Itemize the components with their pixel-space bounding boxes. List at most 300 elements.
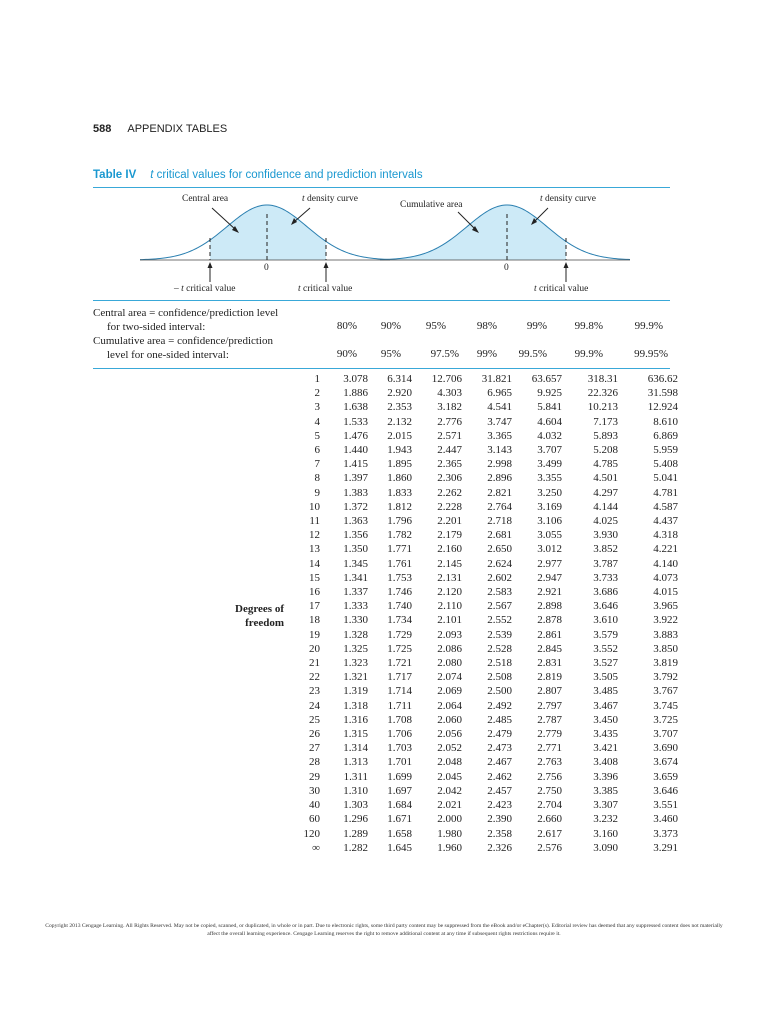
critical-value-cell: 3.819 — [653, 657, 678, 670]
df-cell: 1 — [314, 373, 320, 385]
critical-value-cell: 2.500 — [487, 685, 512, 698]
df-cell: 19 — [309, 628, 320, 641]
critical-value-cell: 2.473 — [487, 742, 512, 755]
critical-value-cell: 1.316 — [343, 713, 368, 726]
table-row — [290, 684, 678, 698]
critical-value-cell: 3.435 — [593, 728, 618, 741]
positive-critical-value-label — [298, 284, 352, 294]
table-row — [290, 400, 678, 414]
critical-value-cell: 636.62 — [647, 373, 678, 385]
negative-critical-value-label — [174, 284, 235, 294]
cumulative-area-header-line2: level for one-sided interval: — [107, 349, 229, 361]
df-cell: 3 — [314, 401, 320, 414]
critical-value-cell: 1.658 — [387, 827, 412, 840]
critical-value-cell: 3.646 — [593, 600, 618, 613]
critical-value-cell: 2.528 — [487, 642, 512, 655]
critical-value-cell: 63.657 — [531, 373, 562, 385]
critical-value-cell: 2.750 — [537, 784, 562, 797]
df-cell: 28 — [309, 756, 320, 769]
zero-label: 0 — [264, 263, 269, 273]
critical-value-cell: 22.326 — [587, 387, 618, 400]
table-row — [290, 514, 678, 528]
table-row — [290, 642, 678, 656]
table-title-t: t — [150, 169, 154, 181]
figure-cumulative-area — [380, 192, 630, 292]
title-rule — [93, 187, 670, 188]
critical-value-cell: 1.721 — [387, 657, 412, 670]
critical-value-cell: 2.467 — [487, 756, 512, 769]
table-row — [290, 429, 678, 443]
critical-value-cell: 5.408 — [653, 458, 678, 471]
df-cell: 14 — [309, 557, 320, 570]
central-density-curve — [140, 192, 390, 292]
critical-value-cell: 2.998 — [487, 458, 512, 471]
critical-value-cell: 1.303 — [343, 799, 368, 812]
critical-value-cell: 3.767 — [653, 685, 678, 698]
value-arrowhead — [564, 262, 569, 268]
central-area-header-line2: for two-sided interval: — [107, 321, 206, 333]
critical-value-cell: 1.341 — [343, 571, 368, 584]
pos-critical-t: t — [298, 284, 301, 294]
critical-value-cell: 3.579 — [593, 628, 618, 641]
critical-value-cell: 2.045 — [437, 770, 462, 783]
critical-value-cell: 4.501 — [593, 472, 618, 485]
critical-value-cell: 1.812 — [387, 500, 412, 513]
critical-value-cell: 2.074 — [437, 671, 462, 684]
critical-value-cell: 2.365 — [437, 458, 462, 471]
critical-value-cell: 1.645 — [387, 841, 412, 854]
critical-value-cell: 3.307 — [593, 799, 618, 812]
df-cell: 17 — [309, 600, 320, 613]
figure-rule — [93, 300, 670, 301]
right-value-arrowhead — [324, 262, 329, 268]
critical-value-cell: 1.321 — [343, 671, 368, 684]
central-level: 95% — [425, 320, 446, 332]
critical-value-cell: 12.706 — [431, 373, 462, 385]
curve-label-t: t — [540, 194, 543, 204]
table-row — [290, 613, 678, 627]
critical-value-cell: 1.289 — [343, 827, 368, 840]
critical-value-cell: 2.779 — [537, 728, 562, 741]
critical-value-cell: 2.518 — [487, 657, 512, 670]
critical-value-cell: 6.965 — [487, 387, 512, 400]
area-pointer — [212, 208, 236, 230]
df-cell: ∞ — [312, 841, 320, 854]
critical-value-cell: 2.485 — [487, 713, 512, 726]
critical-value-cell: 3.883 — [653, 628, 678, 641]
critical-value-cell: 1.310 — [343, 784, 368, 797]
critical-value-cell: 4.073 — [653, 571, 678, 584]
figure-central-area — [140, 192, 390, 292]
critical-value-cell: 1.706 — [387, 728, 412, 741]
df-cell: 16 — [309, 586, 320, 599]
critical-value-cell: 2.358 — [487, 827, 512, 840]
cumulative-level: 90% — [336, 348, 357, 360]
neg-critical-text: critical value — [183, 284, 236, 294]
cumulative-level: 95% — [380, 348, 401, 360]
critical-value-cell: 2.492 — [487, 699, 512, 712]
curve-pointer — [294, 208, 310, 222]
critical-value-cell: 2.807 — [537, 685, 562, 698]
df-cell: 4 — [314, 415, 320, 428]
critical-value-cell: 2.977 — [537, 557, 562, 570]
table-row — [290, 812, 678, 826]
df-cell: 40 — [309, 799, 320, 812]
critical-value-cell: 2.048 — [437, 756, 462, 769]
critical-value-cell: 3.852 — [593, 543, 618, 556]
table-row — [290, 372, 678, 386]
critical-value-cell: 4.785 — [593, 458, 618, 471]
critical-value-cell: 1.796 — [387, 515, 412, 528]
central-area-header-line1: Central area = confidence/prediction level — [93, 307, 279, 319]
critical-value-cell: 3.291 — [653, 841, 678, 854]
critical-value-cell: 4.318 — [653, 529, 678, 542]
zero-label: 0 — [504, 263, 509, 273]
critical-value-cell: 3.552 — [593, 642, 618, 655]
critical-value-cell: 3.143 — [487, 444, 512, 457]
critical-value-cell: 9.925 — [537, 387, 562, 400]
critical-value-cell: 3.747 — [487, 415, 512, 428]
critical-value-cell: 3.745 — [653, 699, 678, 712]
critical-value-cell: 3.355 — [537, 472, 562, 485]
critical-value-cell: 3.090 — [593, 841, 618, 854]
critical-value-cell: 1.333 — [343, 600, 368, 613]
central-level: 90% — [380, 320, 401, 332]
critical-value-cell: 2.131 — [437, 571, 462, 584]
critical-value-cell: 1.740 — [387, 600, 412, 613]
critical-value-cell: 2.861 — [537, 628, 562, 641]
critical-value-cell: 1.771 — [387, 543, 412, 556]
t-critical-values-table — [290, 372, 678, 855]
critical-value-cell: 2.819 — [537, 671, 562, 684]
table-row — [290, 755, 678, 769]
critical-value-cell: 2.110 — [437, 600, 462, 613]
critical-value-cell: 2.718 — [487, 515, 512, 528]
critical-value-cell: 2.896 — [487, 472, 512, 485]
table-row — [290, 656, 678, 670]
critical-value-cell: 1.980 — [437, 827, 462, 840]
table-row — [290, 585, 678, 599]
critical-value-cell: 2.845 — [537, 642, 562, 655]
critical-value-cell: 3.725 — [653, 713, 678, 726]
critical-value-cell: 2.080 — [437, 657, 462, 670]
critical-value-cell: 3.965 — [653, 600, 678, 613]
df-cell: 60 — [309, 813, 320, 826]
cumulative-level: 97.5% — [430, 348, 459, 360]
critical-value-cell: 2.797 — [537, 699, 562, 712]
critical-value-cell: 2.120 — [437, 586, 462, 599]
critical-value-cell: 3.182 — [437, 401, 462, 414]
df-cell: 8 — [314, 472, 320, 485]
critical-value-cell: 2.056 — [437, 728, 462, 741]
df-cell: 21 — [309, 657, 320, 670]
critical-value-cell: 1.638 — [343, 401, 368, 414]
critical-value-cell: 2.060 — [437, 713, 462, 726]
critical-value-cell: 2.602 — [487, 571, 512, 584]
critical-value-cell: 1.415 — [343, 458, 368, 471]
table-row — [290, 557, 678, 571]
cumulative-area-header-line1: Cumulative area = confidence/prediction — [93, 335, 273, 347]
critical-value-cell: 1.753 — [387, 571, 412, 584]
minus-sign: – — [174, 284, 182, 294]
critical-value-cell: 1.714 — [387, 685, 412, 698]
critical-value-cell: 2.462 — [487, 770, 512, 783]
critical-value-cell: 4.297 — [593, 486, 618, 499]
critical-value-cell: 31.821 — [481, 373, 512, 385]
critical-value-cell: 3.686 — [593, 586, 618, 599]
critical-value-cell: 1.895 — [387, 458, 412, 471]
page-number: 588 — [93, 123, 112, 135]
critical-value-cell: 3.707 — [653, 728, 678, 741]
critical-value-cell: 2.920 — [387, 387, 412, 400]
critical-value-cell: 1.699 — [387, 770, 412, 783]
critical-value-cell: 2.353 — [387, 401, 412, 414]
critical-value-cell: 2.787 — [537, 713, 562, 726]
critical-value-cell: 4.032 — [537, 429, 562, 442]
critical-value-cell: 1.363 — [343, 515, 368, 528]
critical-value-cell: 2.898 — [537, 600, 562, 613]
critical-value-cell: 2.552 — [487, 614, 512, 627]
critical-value-cell: 2.326 — [487, 841, 512, 854]
critical-value-cell: 3.485 — [593, 685, 618, 698]
critical-value-cell: 2.069 — [437, 685, 462, 698]
critical-value-cell: 4.025 — [593, 515, 618, 528]
critical-value-cell: 3.106 — [537, 515, 562, 528]
critical-value-cell: 1.296 — [343, 813, 368, 826]
cumulative-level: 99.9% — [574, 348, 603, 360]
left-value-arrowhead — [208, 262, 213, 268]
critical-value-cell: 1.729 — [387, 628, 412, 641]
critical-value-cell: 3.078 — [343, 373, 368, 385]
critical-value-cell: 3.610 — [593, 614, 618, 627]
critical-value-cell: 2.015 — [387, 429, 412, 442]
cumulative-area-label: Cumulative area — [400, 200, 463, 210]
critical-t: t — [534, 284, 537, 294]
critical-value-cell: 3.012 — [537, 543, 562, 556]
critical-value-cell: 4.144 — [593, 500, 618, 513]
critical-value-cell: 2.878 — [537, 614, 562, 627]
critical-value-cell: 3.733 — [593, 571, 618, 584]
critical-value-cell: 1.325 — [343, 642, 368, 655]
critical-value-cell: 3.450 — [593, 713, 618, 726]
dof-label-line2: freedom — [245, 617, 284, 629]
critical-value-cell: 2.423 — [487, 799, 512, 812]
critical-value-cell: 1.708 — [387, 713, 412, 726]
cumulative-level: 99.95% — [634, 348, 668, 360]
section-title: APPENDIX TABLES — [127, 123, 228, 135]
critical-value-cell: 4.303 — [437, 387, 462, 400]
critical-value-cell: 3.930 — [593, 529, 618, 542]
critical-value-cell: 1.886 — [343, 387, 368, 400]
critical-value-cell: 1.372 — [343, 500, 368, 513]
df-cell: 24 — [309, 699, 320, 712]
critical-value-cell: 3.232 — [593, 813, 618, 826]
critical-value-cell: 2.201 — [437, 515, 462, 528]
critical-value-cell: 1.711 — [387, 699, 412, 712]
density-curve-label — [540, 194, 596, 204]
critical-value-cell: 3.396 — [593, 770, 618, 783]
pos-critical-text: critical value — [300, 284, 353, 294]
critical-value-cell: 2.539 — [487, 628, 512, 641]
critical-value-cell: 1.782 — [387, 529, 412, 542]
critical-value-cell: 2.093 — [437, 628, 462, 641]
table-row — [290, 827, 678, 841]
critical-value-cell: 3.792 — [653, 671, 678, 684]
df-cell: 6 — [314, 444, 320, 457]
cumulative-shaded-area — [380, 205, 566, 260]
critical-value-cell: 1.746 — [387, 586, 412, 599]
table-row — [290, 571, 678, 585]
critical-value-cell: 1.717 — [387, 671, 412, 684]
table-row — [290, 500, 678, 514]
critical-value-cell: 2.764 — [487, 500, 512, 513]
critical-value-cell: 31.598 — [647, 387, 678, 400]
table-row — [290, 599, 678, 613]
critical-value-cell: 12.924 — [647, 401, 678, 414]
critical-value-cell: 2.000 — [437, 813, 462, 826]
critical-value-cell: 2.390 — [487, 813, 512, 826]
table-row — [290, 699, 678, 713]
table-row — [290, 713, 678, 727]
critical-value-cell: 2.831 — [537, 657, 562, 670]
critical-value-cell: 3.674 — [653, 756, 678, 769]
critical-value-cell: 1.337 — [343, 586, 368, 599]
critical-value-cell: 1.697 — [387, 784, 412, 797]
central-level: 99% — [526, 320, 547, 332]
critical-value-cell: 2.660 — [537, 813, 562, 826]
cumulative-level: 99% — [476, 348, 497, 360]
critical-value-cell: 3.690 — [653, 742, 678, 755]
df-cell: 26 — [309, 728, 320, 741]
table-row — [290, 542, 678, 556]
critical-value-cell: 7.173 — [593, 415, 618, 428]
critical-value-cell: 3.373 — [653, 827, 678, 840]
central-level: 98% — [476, 320, 497, 332]
critical-value-cell: 3.850 — [653, 642, 678, 655]
critical-value-cell: 1.860 — [387, 472, 412, 485]
critical-value-cell: 1.734 — [387, 614, 412, 627]
critical-value-cell: 1.318 — [343, 699, 368, 712]
critical-value-cell: 4.604 — [537, 415, 562, 428]
critical-value-cell: 2.262 — [437, 486, 462, 499]
critical-value-cell: 1.476 — [343, 429, 368, 442]
df-cell: 12 — [309, 529, 320, 542]
critical-value-cell: 4.140 — [653, 557, 678, 570]
critical-value-cell: 2.086 — [437, 642, 462, 655]
critical-value-cell: 2.821 — [487, 486, 512, 499]
df-cell: 2 — [314, 387, 320, 400]
critical-value-cell: 1.282 — [343, 841, 368, 854]
critical-value-cell: 2.947 — [537, 571, 562, 584]
critical-value-cell: 4.587 — [653, 500, 678, 513]
critical-value-cell: 1.761 — [387, 557, 412, 570]
critical-value-cell: 1.314 — [343, 742, 368, 755]
critical-value-cell: 2.771 — [537, 742, 562, 755]
critical-value-cell: 3.707 — [537, 444, 562, 457]
table-label: Table IV — [93, 169, 137, 181]
critical-value-cell: 3.460 — [653, 813, 678, 826]
df-cell: 120 — [303, 827, 320, 840]
critical-value-cell: 4.437 — [653, 515, 678, 528]
critical-value-cell: 2.650 — [487, 543, 512, 556]
table-title-text: critical values for confidence and prediction intervals — [153, 169, 423, 181]
critical-value-cell: 1.725 — [387, 642, 412, 655]
critical-value-cell: 2.479 — [487, 728, 512, 741]
critical-value-cell: 2.776 — [437, 415, 462, 428]
critical-value-cell: 2.624 — [487, 557, 512, 570]
critical-value-cell: 1.960 — [437, 841, 462, 854]
page-header — [93, 123, 227, 135]
table-row — [290, 457, 678, 471]
central-level: 80% — [336, 320, 357, 332]
critical-value-cell: 1.533 — [343, 415, 368, 428]
critical-value-cell: 1.383 — [343, 486, 368, 499]
critical-value-cell: 6.314 — [387, 373, 412, 385]
critical-value-cell: 1.315 — [343, 728, 368, 741]
critical-value-cell: 1.943 — [387, 444, 412, 457]
critical-value-cell: 2.179 — [437, 529, 462, 542]
critical-value-cell: 3.169 — [537, 500, 562, 513]
critical-value-cell: 1.323 — [343, 657, 368, 670]
table-row — [290, 770, 678, 784]
critical-value-cell: 1.328 — [343, 628, 368, 641]
critical-value-cell: 5.959 — [653, 444, 678, 457]
critical-value-cell: 2.042 — [437, 784, 462, 797]
curve-label-text: density curve — [542, 194, 596, 204]
critical-value-cell: 2.681 — [487, 529, 512, 542]
critical-value-cell: 1.311 — [343, 770, 368, 783]
critical-value-cell: 1.397 — [343, 472, 368, 485]
critical-value-cell: 2.576 — [537, 841, 562, 854]
table-row — [290, 528, 678, 542]
degrees-of-freedom-label — [200, 602, 284, 630]
critical-value-cell: 3.499 — [537, 458, 562, 471]
critical-value-cell: 4.015 — [653, 586, 678, 599]
critical-value-cell: 2.306 — [437, 472, 462, 485]
df-cell: 29 — [309, 770, 320, 783]
critical-value-cell: 3.527 — [593, 657, 618, 670]
df-cell: 15 — [309, 571, 320, 584]
central-area-label: Central area — [182, 194, 229, 204]
critical-value-cell: 1.703 — [387, 742, 412, 755]
table-title — [93, 169, 423, 181]
density-curve-label — [302, 194, 358, 204]
curve-label-t: t — [302, 194, 305, 204]
table-row — [290, 841, 678, 855]
df-cell: 7 — [314, 458, 320, 471]
critical-value-cell: 3.408 — [593, 756, 618, 769]
critical-value-cell: 3.250 — [537, 486, 562, 499]
critical-value-cell: 10.213 — [587, 401, 618, 414]
df-cell: 10 — [309, 500, 320, 513]
critical-value-cell: 1.440 — [343, 444, 368, 457]
df-cell: 25 — [309, 713, 320, 726]
critical-value-cell: 2.583 — [487, 586, 512, 599]
critical-value-cell: 2.763 — [537, 756, 562, 769]
copyright-notice: Copyright 2013 Cengage Learning. All Rights Reserved. May not be copied, scanned, or duplicated, in whole or in part. Due to electronic rights, some third party content may be suppressed from the eBook and/or eChapter(s). Editorial review has deemed that any suppressed content does not materially affect the overall learning experience. Cengage Learning reserves the right to remove additional content at any time if subsequent rights restrictions require it. — [45, 923, 723, 937]
critical-value-cell: 3.385 — [593, 784, 618, 797]
critical-value-cell: 3.659 — [653, 770, 678, 783]
critical-value-cell: 1.330 — [343, 614, 368, 627]
critical-value-cell: 5.841 — [537, 401, 562, 414]
header-rule — [93, 368, 670, 369]
critical-value-cell: 4.541 — [487, 401, 512, 414]
table-row — [290, 727, 678, 741]
critical-value-cell: 2.567 — [487, 600, 512, 613]
df-cell: 18 — [309, 614, 320, 627]
critical-value-cell: 1.701 — [387, 756, 412, 769]
df-cell: 27 — [309, 742, 320, 755]
